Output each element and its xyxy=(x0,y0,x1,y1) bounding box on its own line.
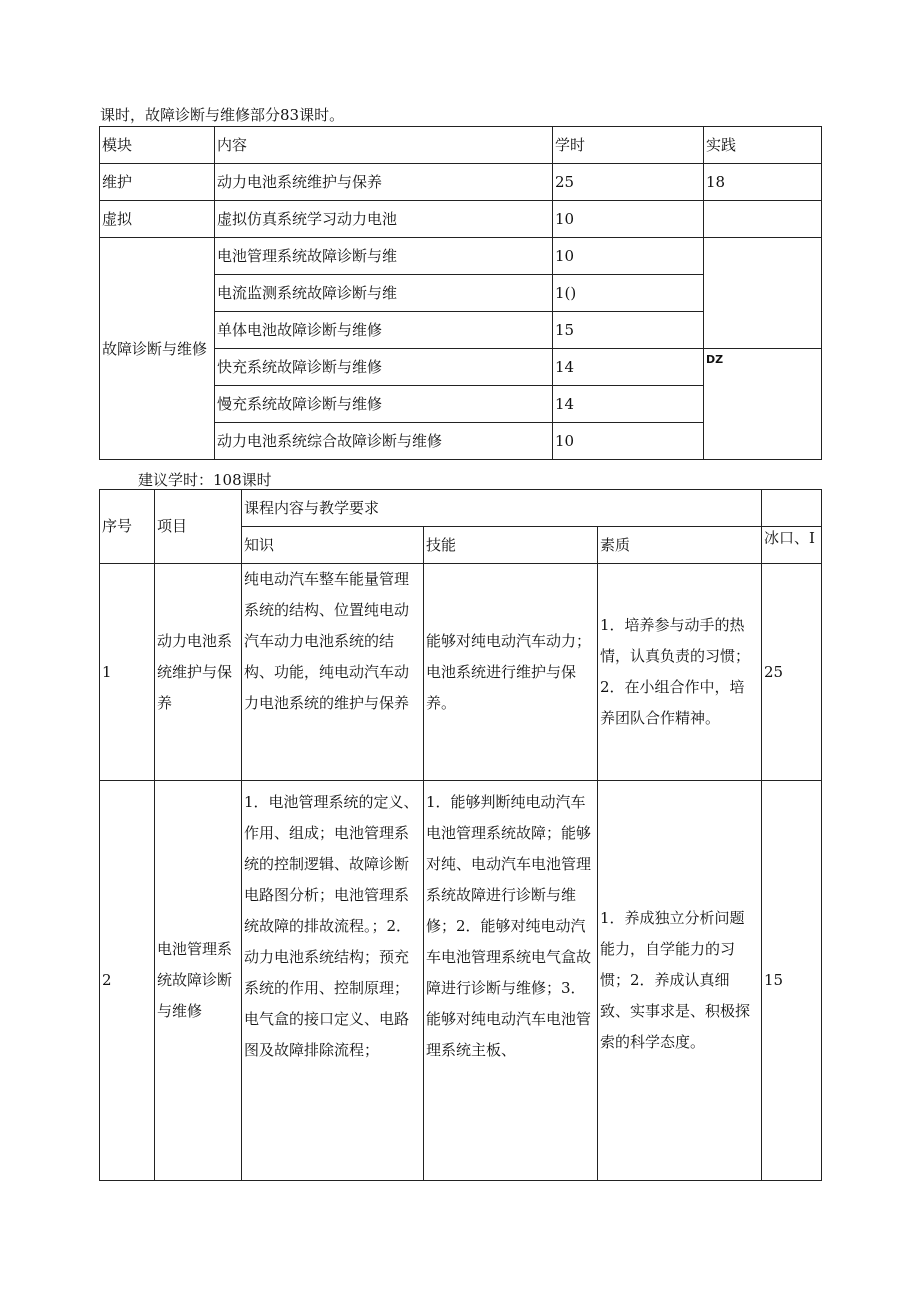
header-project: 项目 xyxy=(155,490,242,564)
dz-mark: DZ xyxy=(704,349,822,460)
row-skill: 能够对纯电动汽车动力；电池系统进行维护与保养。 xyxy=(424,564,598,781)
row-hours: 25 xyxy=(762,564,822,781)
row-knowledge: 纯电动汽车整车能量管理系统的结构、位置纯电动汽车动力电池系统的结构、功能，纯电动汽车动力电池系统的维护与保养 xyxy=(242,564,424,781)
table-row xyxy=(100,164,822,201)
fault-module-cell: 故障诊断与维修 xyxy=(100,238,215,460)
course-content-table xyxy=(99,489,822,1181)
row-quality: 1．培养参与动手的热情，认真负责的习惯；2．在小组合作中，培养团队合作精神。 xyxy=(598,564,762,781)
hours-cell: 14 xyxy=(553,386,704,423)
table-row xyxy=(100,201,822,238)
intro-text: 课时，故障诊断与维修部分83课时。 xyxy=(100,106,345,124)
hours-cell: 10 xyxy=(553,201,704,238)
header-hours: 学时 xyxy=(553,127,704,164)
header-course: 课程内容与教学要求 xyxy=(242,490,762,527)
content-cell: 虚拟仿真系统学习动力电池 xyxy=(215,201,553,238)
practice-cell: 18 xyxy=(704,164,822,201)
content-cell: 动力电池系统综合故障诊断与维修 xyxy=(215,423,553,460)
table-row xyxy=(100,127,822,164)
table-row xyxy=(100,238,822,275)
header-no: 序号 xyxy=(100,490,155,564)
practice-cell xyxy=(704,238,822,349)
table-row xyxy=(100,781,822,1181)
table-row xyxy=(100,490,822,527)
hours-cell: 10 xyxy=(553,423,704,460)
row-project: 动力电池系统维护与保养 xyxy=(155,564,242,781)
practice-cell xyxy=(704,201,822,238)
header-hours: 冰口、I xyxy=(762,527,822,564)
row-hours: 15 xyxy=(762,781,822,1181)
row-no: 1 xyxy=(100,564,155,781)
header-content: 内容 xyxy=(215,127,553,164)
header-module: 模块 xyxy=(100,127,215,164)
header-quality: 素质 xyxy=(598,527,762,564)
suggested-hours-text: 建议学时：108课时 xyxy=(138,471,272,489)
row-skill: 1．能够判断纯电动汽车电池管理系统故障；能够对纯、电动汽车电池管理系统故障进行诊断与维修；2．能够对纯电动汽车电池管理系统电气盒故障进行诊断与维修；3．能够对纯电动汽车电池管理系统主板、 xyxy=(424,781,598,1181)
row-project: 电池管理系统故障诊断与维修 xyxy=(155,781,242,1181)
content-cell: 慢充系统故障诊断与维修 xyxy=(215,386,553,423)
hours-cell: 14 xyxy=(553,349,704,386)
table-row xyxy=(100,564,822,781)
hours-cell: 1() xyxy=(553,275,704,312)
header-knowledge: 知识 xyxy=(242,527,424,564)
row-no: 2 xyxy=(100,781,155,1181)
header-skill: 技能 xyxy=(424,527,598,564)
content-cell: 单体电池故障诊断与维修 xyxy=(215,312,553,349)
row-knowledge: 1．电池管理系统的定义、作用、组成；电池管理系统的控制逻辑、故障诊断电路图分析；电池管理系统故障的排故流程。；2．动力电池系统结构；预充系统的作用、控制原理；电气盒的接口定义、电路图及故障排除流程； xyxy=(242,781,424,1181)
content-cell: 电流监测系统故障诊断与维 xyxy=(215,275,553,312)
module-cell: 维护 xyxy=(100,164,215,201)
header-practice: 实践 xyxy=(704,127,822,164)
content-cell: 动力电池系统维护与保养 xyxy=(215,164,553,201)
header-blank xyxy=(762,490,822,527)
module-cell: 虚拟 xyxy=(100,201,215,238)
content-cell: 电池管理系统故障诊断与维 xyxy=(215,238,553,275)
hours-cell: 15 xyxy=(553,312,704,349)
module-hours-table xyxy=(99,126,822,460)
hours-cell: 10 xyxy=(553,238,704,275)
content-cell: 快充系统故障诊断与维修 xyxy=(215,349,553,386)
hours-cell: 25 xyxy=(553,164,704,201)
row-quality: 1．养成独立分析问题能力，自学能力的习惯；2．养成认真细致、实事求是、积极探索的科学态度。 xyxy=(598,781,762,1181)
